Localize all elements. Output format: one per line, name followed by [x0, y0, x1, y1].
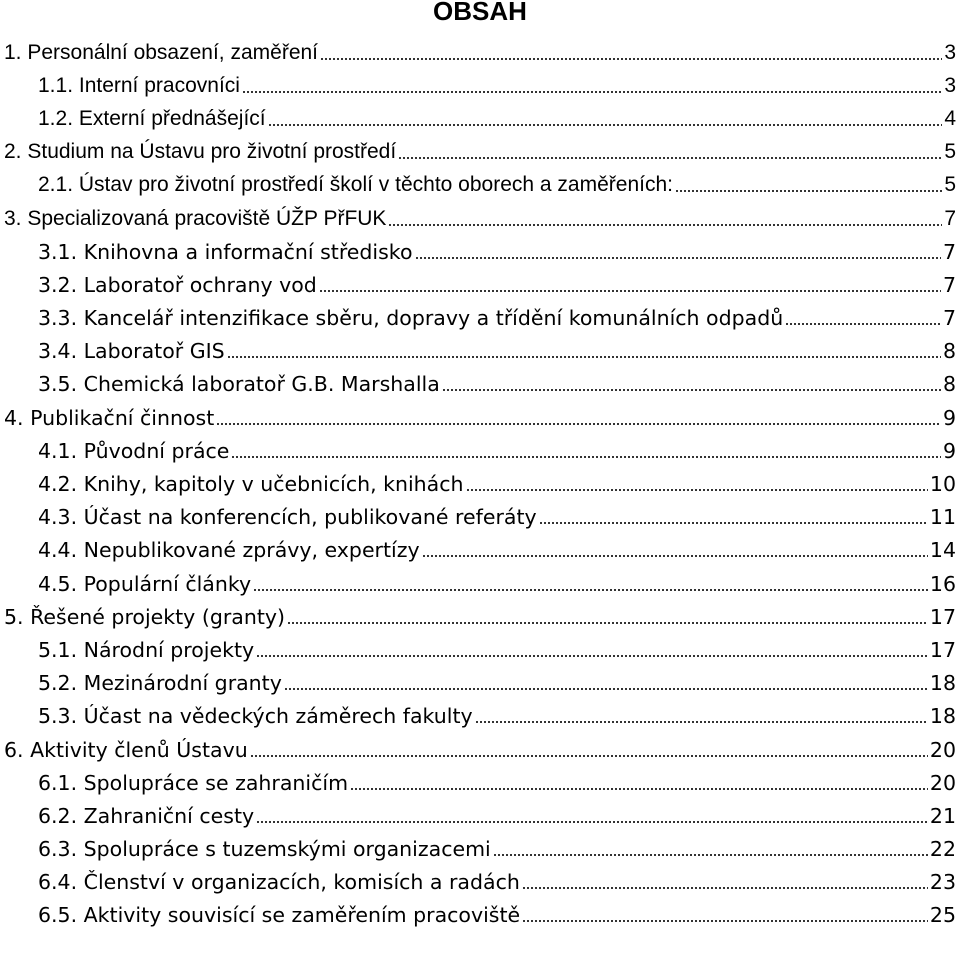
- toc-entry[interactable]: [0, 136, 960, 169]
- dot-leader: [231, 452, 941, 462]
- toc-entry-label: 5. Řešené projekty (granty): [4, 604, 285, 629]
- toc-entry-page-number: 16: [929, 571, 956, 596]
- dot-leader: [539, 518, 928, 528]
- toc-entry[interactable]: [0, 766, 960, 799]
- toc-entry-page-number: 5: [944, 173, 956, 197]
- toc-entry-label: 2.1. Ústav pro životní prostředí školí v těchto oborech a zaměřeních:: [38, 173, 673, 197]
- toc-entry[interactable]: [0, 833, 960, 866]
- toc-entry-label: 4. Publikační činnost: [4, 405, 215, 430]
- dot-leader: [319, 286, 941, 296]
- toc-entry[interactable]: [0, 69, 960, 102]
- toc-entry-label: 4.2. Knihy, kapitoly v učebnicích, knihách: [38, 472, 464, 497]
- toc-entry[interactable]: [0, 799, 960, 832]
- toc-entry-label: 6.1. Spolupráce se zahraničím: [38, 770, 349, 795]
- dot-leader: [475, 717, 928, 727]
- dot-leader: [253, 585, 928, 595]
- dot-leader: [522, 916, 928, 926]
- toc-entry[interactable]: [0, 202, 960, 235]
- toc-entry-page-number: 7: [942, 306, 956, 331]
- toc-entry-label: 5.1. Národní projekty: [38, 637, 255, 662]
- toc-entry-page-number: 3: [944, 73, 956, 97]
- dot-leader: [256, 817, 928, 827]
- toc-entry-page-number: 22: [929, 837, 956, 862]
- dot-leader: [242, 87, 942, 97]
- toc-entry[interactable]: [0, 667, 960, 700]
- toc-entry-page-number: 23: [929, 870, 956, 895]
- dot-leader: [522, 883, 928, 893]
- toc-entry[interactable]: [0, 368, 960, 401]
- toc-entry-label: 3.3. Kancelář intenzifikace sběru, dopravy a třídění komunálních odpadů: [38, 306, 784, 331]
- toc-entry-page-number: 21: [929, 803, 956, 828]
- dot-leader: [442, 385, 941, 395]
- toc-entry-page-number: 10: [929, 472, 956, 497]
- toc-entry-page-number: 4: [944, 106, 956, 130]
- dot-leader: [415, 253, 941, 263]
- dot-leader: [466, 485, 928, 495]
- toc-entry-label: 4.3. Účast na konferencích, publikované referáty: [38, 505, 537, 530]
- dot-leader: [493, 850, 928, 860]
- toc-entry[interactable]: [0, 169, 960, 202]
- dot-leader: [287, 618, 928, 628]
- dot-leader: [422, 551, 928, 561]
- toc-entry[interactable]: [0, 434, 960, 467]
- toc-entry-label: 1.2. Externí přednášející: [38, 106, 266, 130]
- toc-entry[interactable]: [0, 567, 960, 600]
- toc-entry-page-number: 8: [942, 372, 956, 397]
- toc-entry-page-number: 11: [929, 505, 956, 530]
- toc-entry[interactable]: [0, 36, 960, 69]
- toc-entry[interactable]: [0, 501, 960, 534]
- toc-entry-page-number: 7: [942, 272, 956, 297]
- toc-entry-page-number: 7: [942, 239, 956, 264]
- dot-leader: [227, 352, 941, 362]
- dot-leader: [785, 319, 941, 329]
- toc-entry[interactable]: [0, 235, 960, 268]
- toc-entry[interactable]: [0, 733, 960, 766]
- toc-entry[interactable]: [0, 700, 960, 733]
- toc-entry-label: 4.1. Původní práce: [38, 438, 230, 463]
- toc-entry-label: 3.2. Laboratoř ochrany vod: [38, 272, 317, 297]
- toc-entry-page-number: 9: [942, 405, 956, 430]
- toc-entry[interactable]: [0, 866, 960, 899]
- toc-entry-label: 4.5. Populární články: [38, 571, 252, 596]
- dot-leader: [216, 419, 941, 429]
- toc-entry-page-number: 14: [929, 538, 956, 563]
- toc-entry-label: 3. Specializovaná pracoviště ÚŽP PřFUK: [4, 206, 387, 230]
- toc-entry-label: 6.5. Aktivity souvisící se zaměřením pracoviště: [38, 903, 521, 928]
- toc-entry-page-number: 20: [929, 770, 956, 795]
- toc-entry[interactable]: [0, 899, 960, 932]
- toc-entry[interactable]: [0, 401, 960, 434]
- toc-entry-page-number: 20: [929, 737, 956, 762]
- toc-entry-page-number: 25: [929, 903, 956, 928]
- dot-leader: [256, 651, 928, 661]
- toc-entry-label: 1. Personální obsazení, zaměření: [4, 40, 319, 64]
- toc-entry-label: 6. Aktivity členů Ústavu: [4, 737, 248, 762]
- toc-entry-label: 4.4. Nepublikované zprávy, expertízy: [38, 538, 420, 563]
- toc-entry-label: 2. Studium na Ústavu pro životní prostředí: [4, 140, 397, 164]
- toc-title: OBSAH: [433, 0, 527, 26]
- dot-leader: [250, 751, 928, 761]
- toc-entry[interactable]: [0, 633, 960, 666]
- dot-leader: [284, 684, 928, 694]
- toc-entry-page-number: 17: [929, 604, 956, 629]
- toc-entry-label: 6.3. Spolupráce s tuzemskými organizacemi: [38, 837, 491, 862]
- toc-entry[interactable]: [0, 268, 960, 301]
- dot-leader: [350, 784, 928, 794]
- dot-leader: [388, 220, 942, 230]
- toc-entry-label: 3.4. Laboratoř GIS: [38, 339, 225, 364]
- toc-entry-page-number: 5: [944, 140, 956, 164]
- toc-entry-label: 3.1. Knihovna a informační středisko: [38, 239, 413, 264]
- toc-entry[interactable]: [0, 335, 960, 368]
- dot-leader: [675, 186, 942, 196]
- toc-entry-label: 5.3. Účast na vědeckých záměrech fakulty: [38, 704, 473, 729]
- dot-leader: [398, 153, 942, 163]
- toc-entry-page-number: 9: [942, 438, 956, 463]
- toc-entry-page-number: 18: [929, 671, 956, 696]
- toc-entry-label: 3.5. Chemická laboratoř G.B. Marshalla: [38, 372, 440, 397]
- toc-entry-page-number: 7: [944, 206, 956, 230]
- dot-leader: [320, 54, 942, 64]
- dot-leader: [268, 120, 943, 130]
- toc-entry[interactable]: [0, 102, 960, 135]
- toc-entry[interactable]: [0, 467, 960, 500]
- toc-entry[interactable]: [0, 302, 960, 335]
- toc-entry[interactable]: [0, 600, 960, 633]
- toc-entry-label: 6.2. Zahraniční cesty: [38, 803, 255, 828]
- toc-entry-label: 5.2. Mezinárodní granty: [38, 671, 282, 696]
- toc-entry[interactable]: [0, 534, 960, 567]
- toc-entry-label: 6.4. Členství v organizacích, komisích a radách: [38, 870, 520, 895]
- toc-entry-label: 1.1. Interní pracovníci: [38, 73, 240, 97]
- toc-entry-page-number: 17: [929, 637, 956, 662]
- toc-list: [0, 36, 960, 932]
- toc-entry-page-number: 18: [929, 704, 956, 729]
- toc-entry-page-number: 3: [944, 40, 956, 64]
- toc-entry-page-number: 8: [942, 339, 956, 364]
